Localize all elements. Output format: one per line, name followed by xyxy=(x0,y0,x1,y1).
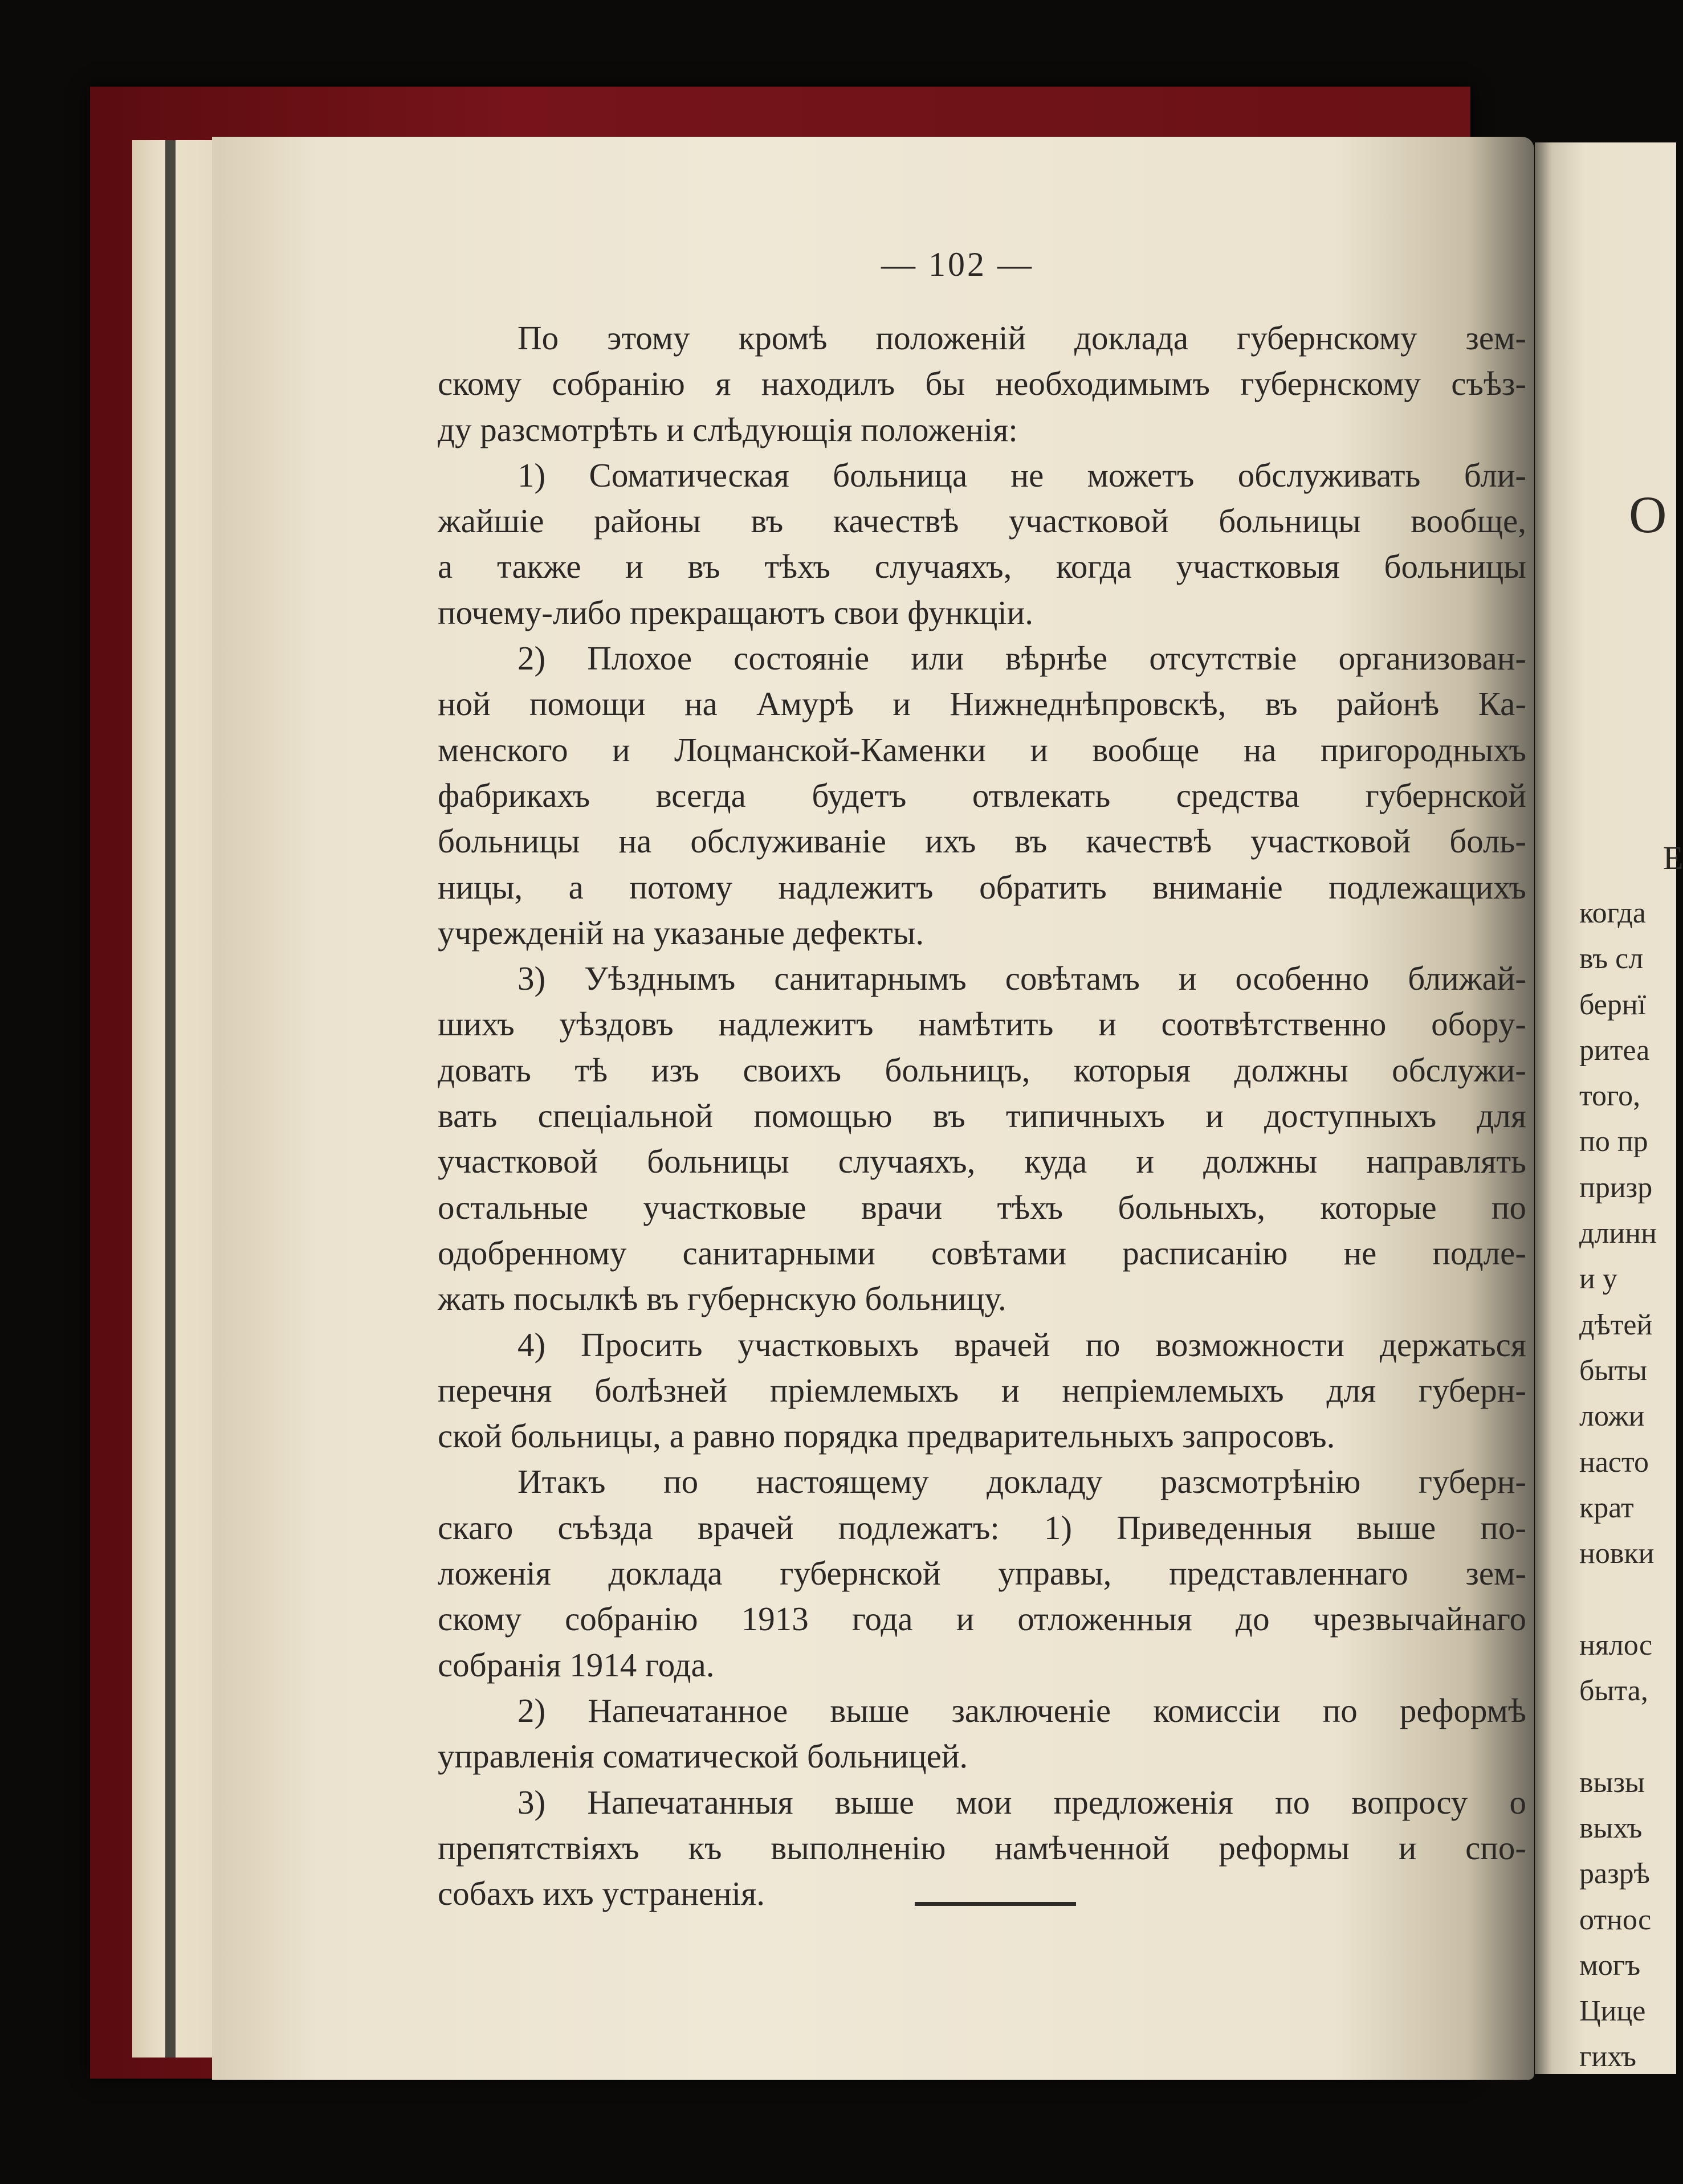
text-line: 3) Напечатанныя выше мои предложенія по вопросу о xyxy=(517,1783,1526,1821)
text-line: перечня болѣзней пріемлемыхъ и непріемлемыхъ для губерн- xyxy=(438,1371,1526,1409)
text-line: жайшіе районы въ качествѣ участковой больницы вообще, xyxy=(438,502,1526,540)
paragraph xyxy=(438,315,1526,452)
paragraph xyxy=(438,1779,1526,1917)
right-page-line: по пр xyxy=(1579,1125,1648,1158)
text-line: остальные участковые врачи тѣхъ больныхъ, которые по xyxy=(438,1188,1526,1226)
right-page-line xyxy=(1579,1577,1657,1622)
text-line: Итакъ по настоящему докладу разсмотрѣнію губерн- xyxy=(517,1463,1526,1501)
text-line: больницы на обслуживаніе ихъ въ качествѣ участковой боль- xyxy=(438,822,1526,860)
paragraph xyxy=(438,956,1526,1321)
right-page-line xyxy=(1579,1714,1657,1760)
right-page-line: крат xyxy=(1579,1491,1634,1524)
right-page-line: могъ xyxy=(1579,1949,1641,1982)
text-line: жать посылкѣ въ губернскую больницу. xyxy=(438,1280,1006,1318)
right-page-line: выхъ xyxy=(1579,1811,1643,1844)
text-line: ницы, а потому надлежитъ обратить вниманіе подлежащихъ xyxy=(438,868,1526,906)
text-line: ной помощи на Амурѣ и Нижнеднѣпровскѣ, въ районѣ Ка- xyxy=(438,685,1526,723)
paragraph xyxy=(438,1322,1526,1459)
text-line: шихъ уѣздовъ надлежитъ намѣтить и соотвѣтственно обору- xyxy=(438,1005,1526,1043)
text-line: почему-либо прекращаютъ свои функціи. xyxy=(438,593,1034,631)
text-line: собранія 1914 года. xyxy=(438,1646,715,1684)
text-line: ложенія доклада губернской управы, представленнаго зем- xyxy=(438,1554,1526,1593)
right-page-line: быты xyxy=(1579,1354,1648,1387)
right-page-heading-fragment: О xyxy=(1629,485,1667,544)
right-page-line: когда xyxy=(1579,897,1646,929)
right-page-line: бернї xyxy=(1579,988,1647,1021)
text-line: По этому кромѣ положеній доклада губернскому зем- xyxy=(517,319,1526,357)
text-line: скому собранію 1913 года и отложенныя до чрезвычайнаго xyxy=(438,1600,1526,1638)
text-line: фабрикахъ всегда будетъ отвлекать средства губернской xyxy=(438,776,1526,814)
right-page-initial-fragment: Е xyxy=(1663,839,1683,876)
right-page-line: ложи xyxy=(1579,1400,1645,1433)
text-line: 4) Просить участковыхъ врачей по возможности держаться xyxy=(517,1325,1526,1364)
right-page-line: быта, xyxy=(1579,1675,1648,1708)
paragraph xyxy=(438,452,1526,635)
right-page-line: нялос xyxy=(1579,1628,1653,1662)
text-line: довать тѣ изъ своихъ больницъ, которыя должны обслужи- xyxy=(438,1051,1526,1089)
right-page-line: призр xyxy=(1579,1171,1653,1204)
right-page-line: разрѣ xyxy=(1579,1858,1650,1891)
text-line: менского и Лоцманской-Каменки и вообще на пригородныхъ xyxy=(438,730,1526,769)
text-line: препятствіяхъ къ выполненію намѣченной реформы и спо- xyxy=(438,1828,1526,1867)
right-page-line: и у xyxy=(1579,1263,1617,1296)
right-page-line: относ xyxy=(1579,1903,1652,1936)
text-line: скаго съѣзда врачей подлежатъ: 1) Приведенныя выше по- xyxy=(438,1508,1526,1546)
right-page-line: дѣтей xyxy=(1579,1308,1653,1341)
end-rule xyxy=(915,1902,1076,1906)
right-page-text xyxy=(1579,891,1657,2080)
paragraph xyxy=(438,1459,1526,1687)
text-line: 2) Плохое состояніе или вѣрнѣе отсутствіе организован- xyxy=(517,639,1526,677)
binding-line xyxy=(165,140,176,2058)
right-page-line: насто xyxy=(1579,1446,1649,1479)
text-line: собахъ ихъ устраненія. xyxy=(438,1875,765,1913)
page-stack-edge xyxy=(132,140,212,2058)
text-line: 1) Соматическая больница не можетъ обслуживать бли- xyxy=(517,456,1526,494)
text-line: одобренному санитарными совѣтами расписанію не подле- xyxy=(438,1234,1526,1272)
text-line: а также и въ тѣхъ случаяхъ, когда участковыя больницы xyxy=(438,548,1526,586)
text-line: 3) Уѣзднымъ санитарнымъ совѣтамъ и особенно ближай- xyxy=(517,960,1526,998)
text-line: учрежденій на указаные дефекты. xyxy=(438,913,924,952)
right-page-line: гихъ xyxy=(1579,2040,1637,2073)
right-page-line: въ сл xyxy=(1579,942,1644,975)
page-number: — 102 — xyxy=(881,246,1034,283)
body-text xyxy=(438,315,1526,1916)
right-page-line: вызы xyxy=(1579,1766,1645,1799)
right-page-line: Цице xyxy=(1579,1995,1646,2028)
right-page-line: того, xyxy=(1579,1080,1641,1113)
text-line: скому собранію я находилъ бы необходимымъ губернскому съѣз- xyxy=(438,365,1526,403)
right-page-line: новки xyxy=(1579,1537,1655,1570)
text-line: ской больницы, а равно порядка предварительныхъ запросовъ. xyxy=(438,1417,1335,1455)
text-line: управленія соматической больницей. xyxy=(438,1737,968,1775)
right-page-line: ритеа xyxy=(1579,1034,1650,1067)
right-page xyxy=(1535,142,1683,2074)
text-line: вать спеціальной помощью въ типичныхъ и доступныхъ для xyxy=(438,1097,1526,1135)
right-page-line: длинн xyxy=(1579,1217,1657,1250)
paragraph xyxy=(438,635,1526,956)
paragraph xyxy=(438,1688,1526,1779)
text-line: 2) Напечатанное выше заключеніе комиссіи по реформѣ xyxy=(517,1691,1526,1729)
text-line: участковой больницы случаяхъ, куда и должны направлять xyxy=(438,1142,1526,1181)
text-line: ду разсмотрѣть и слѣдующія положенія: xyxy=(438,410,1018,448)
